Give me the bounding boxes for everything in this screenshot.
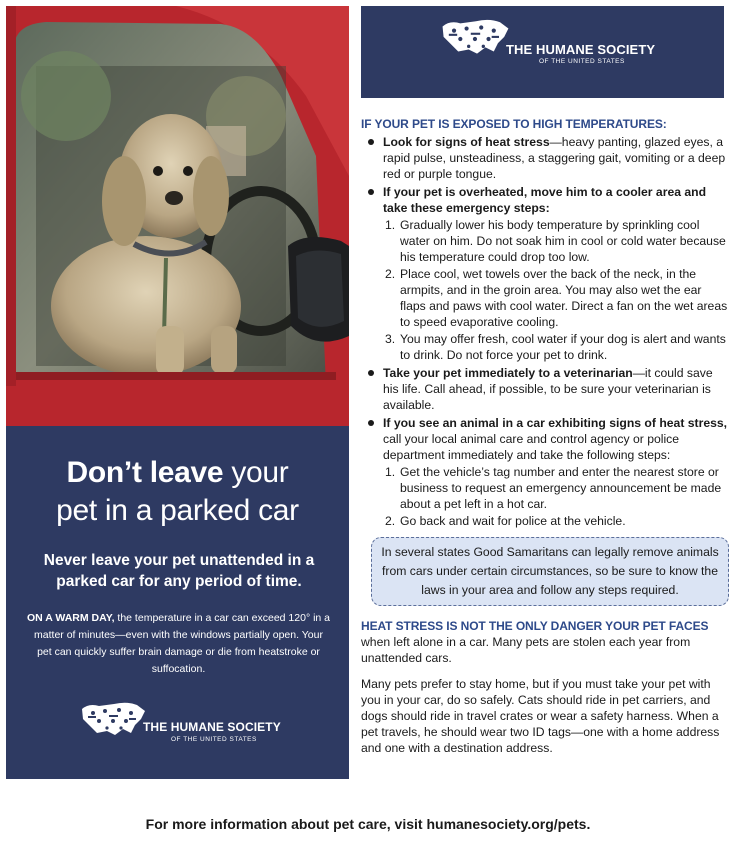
list-item xyxy=(383,415,729,529)
warm-body: the temperature in a car can exceed 120° in a matter of minutes—even with the windows partially open. Your pet can quickly suffer brain damage or die from heatstroke or suffocation. xyxy=(34,612,331,675)
step-text: Gradually lower his body temperature by sprinkling cool water on him. Do not soak him in cool or cold water because his temperature could drop too low. xyxy=(400,218,726,264)
poster-warm-text xyxy=(26,610,331,678)
headline-bold: Don’t leave xyxy=(66,456,224,489)
travel-safety-paragraph: Many pets prefer to stay home, but if you must take your pet with you in your car, do so safely. Cats should ride in pet carriers, and dogs should ride in travel crates or wear a safety harness. When a pet travels, he should wear two ID tags—one with a home address and one with a destination address. xyxy=(361,677,720,755)
list-item xyxy=(383,184,729,363)
humane-society-logo xyxy=(79,699,289,747)
step-text: You may offer fresh, cool water if your dog is alert and wants to drink. Do not force your pet to drink. xyxy=(400,332,726,362)
header-humane-society-logo xyxy=(439,16,659,72)
animals-map-logo-icon xyxy=(79,699,149,743)
list-item: 1. Gradually lower his body temperature by sprinkling cool water on him. Do not soak him in cool or cold water because his temperature could drop too low. xyxy=(385,218,726,264)
step-text: Go back and wait for police at the vehicle. xyxy=(400,514,626,528)
tip-heading: If you see an animal in a car exhibiting signs of heat stress, xyxy=(383,416,728,430)
tip-text: —it could save his life. Call ahead, if possible, to be sure your veterinarian is available. xyxy=(383,366,713,412)
dog-in-car-illustration xyxy=(6,6,349,426)
list-item: 3. You may offer fresh, cool water if your dog is alert and wants to drink. Do not force your pet to drink. xyxy=(385,332,726,362)
bystander-steps-list xyxy=(383,464,729,529)
section-title-high-temperatures: IF YOUR PET IS EXPOSED TO HIGH TEMPERATURES: xyxy=(361,117,667,131)
poster xyxy=(6,6,349,779)
logo-sub: OF THE UNITED STATES xyxy=(171,736,257,743)
list-item xyxy=(383,365,729,413)
dog-in-car-photo xyxy=(6,6,349,426)
emergency-steps-list xyxy=(383,217,729,363)
poster-headline xyxy=(6,454,349,530)
logo-name: THE HUMANE SOCIETY xyxy=(143,720,281,734)
animals-map-logo-icon xyxy=(439,16,513,62)
header-logo-sub: OF THE UNITED STATES xyxy=(539,58,625,65)
tip-text: —heavy panting, glazed eyes, a rapid pulse, unsteadiness, a staggering gait, vomiting or a deep red or purple tongue. xyxy=(383,135,726,181)
article-content xyxy=(361,116,729,756)
warm-lead: ON A WARM DAY, xyxy=(26,612,115,624)
footer-more-info: For more information about pet care, visit humanesociety.org/pets. xyxy=(145,816,591,832)
headline-line2: pet in a parked car xyxy=(56,494,299,527)
tip-heading: If your pet is overheated, move him to a cooler area and take these emergency steps: xyxy=(383,185,707,215)
poster-panel xyxy=(6,426,349,779)
tips-list xyxy=(361,134,729,529)
list-item: 1. Get the vehicle’s tag number and enter the nearest store or business to request an emergency announcement be made about a pet left in a hot car. xyxy=(385,465,722,511)
good-samaritan-callout: In several states Good Samaritans can legally remove animals from cars under certain circumstances, so be sure to know the laws in your area and follow any steps required. xyxy=(371,537,729,606)
poster-subhead: Never leave your pet unattended in a parked car for any period of time. xyxy=(43,552,315,590)
tip-heading: Take your pet immediately to a veterinarian xyxy=(383,366,633,380)
step-text: Place cool, wet towels over the back of the neck, in the armpits, and in the groin area. You may also wet the ear flaps and paws with cool water. Direct a fan on the wet areas to speed evaporative cooling. xyxy=(400,267,728,329)
tip-heading: Look for signs of heat stress xyxy=(383,135,550,149)
step-text: Get the vehicle’s tag number and enter the nearest store or business to request an emergency announcement be made about a pet left in a hot car. xyxy=(400,465,722,511)
list-item xyxy=(383,134,729,182)
headline-light: your xyxy=(231,456,289,489)
list-item: 2. Place cool, wet towels over the back of the neck, in the armpits, and in the groin area. You may also wet the ear flaps and paws with cool water. Direct a fan on the wet areas to speed evaporative cooling. xyxy=(385,267,728,329)
tip-text: call your local animal care and control agency or police department immediately and take the following steps: xyxy=(383,432,680,462)
list-item: 2. Go back and wait for police at the vehicle. xyxy=(385,514,626,528)
heat-stress-paragraph xyxy=(361,618,729,666)
header-logo-box xyxy=(361,6,724,98)
heat-stress-text: when left alone in a car. Many pets are stolen each year from unattended cars. xyxy=(361,635,691,665)
section-title-heat-stress: HEAT STRESS IS NOT THE ONLY DANGER YOUR PET FACES xyxy=(361,619,709,633)
header-logo-name: THE HUMANE SOCIETY xyxy=(506,42,656,57)
